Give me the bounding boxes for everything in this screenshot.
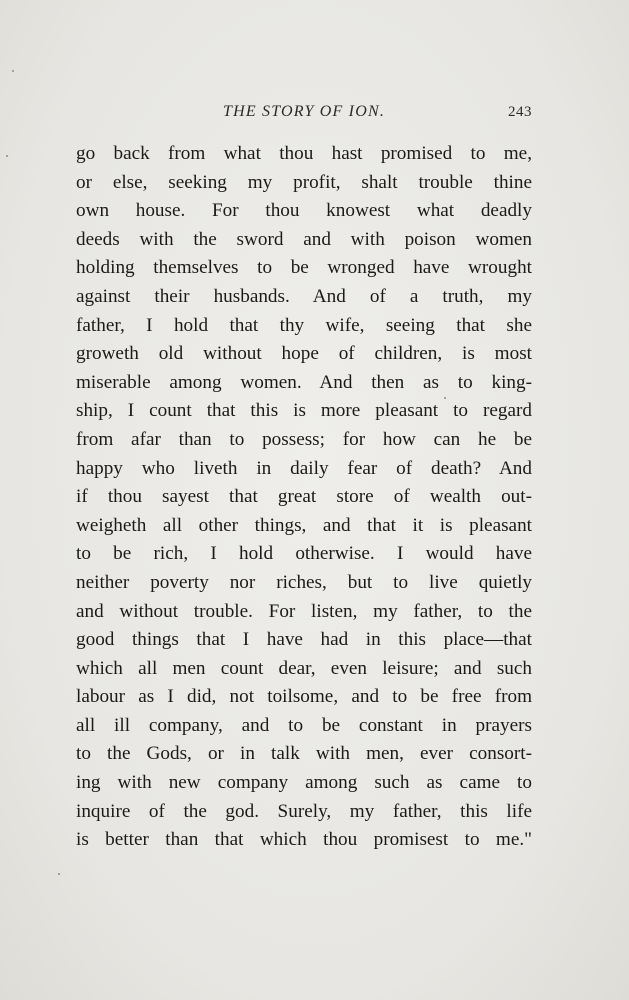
running-head bbox=[76, 103, 532, 129]
text-line-3: own house. For thou knowest what deadly bbox=[76, 200, 532, 222]
text-line-25: is better than that which thou promisest to me." bbox=[76, 829, 532, 851]
text-line-8: groweth old without hope of children, is most bbox=[76, 343, 532, 365]
body-text bbox=[76, 140, 532, 855]
text-line-23: ing with new company among such as came to bbox=[76, 772, 532, 794]
text-line-11: from afar than to possess; for how can he be bbox=[76, 428, 532, 450]
text-line-1: go back from what thou hast promised to me, bbox=[76, 143, 532, 164]
text-line-10: ship, I count that this is more pleasant to regard bbox=[76, 400, 532, 422]
paper-speck bbox=[58, 873, 60, 875]
text-line-24: inquire of the god. Surely, my father, this life bbox=[76, 800, 532, 822]
page-number: 243 bbox=[508, 104, 532, 120]
text-line-17: and without trouble. For listen, my father, to the bbox=[76, 600, 532, 622]
text-line-2: or else, seeking my profit, shalt trouble thine bbox=[76, 171, 532, 193]
text-line-12: happy who liveth in daily fear of death? And bbox=[76, 457, 532, 479]
text-line-20: labour as I did, not toilsome, and to be free from bbox=[76, 686, 532, 708]
text-line-9: miserable among women. And then as to king- bbox=[76, 371, 532, 393]
text-line-15: to be rich, I hold otherwise. I would have bbox=[76, 543, 532, 565]
paper-speck bbox=[6, 155, 8, 157]
text-line-14: weigheth all other things, and that it is pleasant bbox=[76, 514, 532, 536]
text-line-19: which all men count dear, even leisure; and such bbox=[76, 657, 532, 679]
text-line-7: father, I hold that thy wife, seeing that she bbox=[76, 314, 532, 336]
text-line-13: if thou sayest that great store of wealth out- bbox=[76, 486, 532, 508]
running-title: THE STORY OF ION. bbox=[222, 103, 386, 120]
text-line-5: holding themselves to be wronged have wrought bbox=[76, 257, 532, 279]
text-line-18: good things that I have had in this place—that bbox=[76, 629, 532, 651]
paper-speck bbox=[12, 70, 14, 72]
text-line-22: to the Gods, or in talk with men, ever consort- bbox=[76, 743, 532, 765]
text-line-4: deeds with the sword and with poison women bbox=[76, 228, 532, 250]
text-line-6: against their husbands. And of a truth, my bbox=[76, 285, 532, 307]
text-line-16: neither poverty nor riches, but to live quietly bbox=[76, 571, 532, 593]
text-line-21: all ill company, and to be constant in prayers bbox=[76, 714, 532, 736]
paper-speck bbox=[444, 397, 446, 399]
